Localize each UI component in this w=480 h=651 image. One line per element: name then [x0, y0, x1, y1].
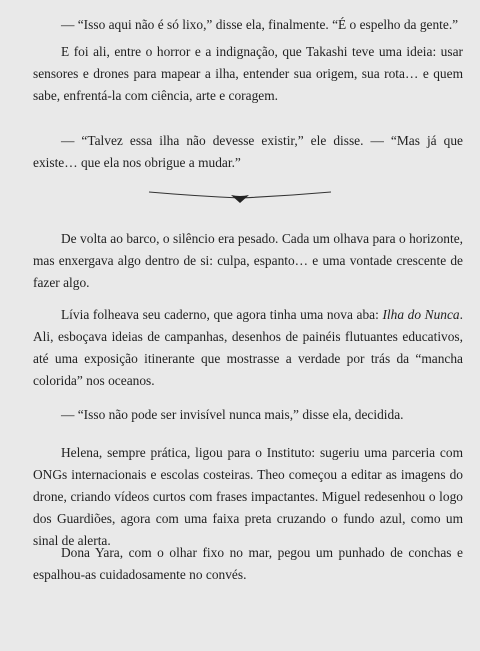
paragraph-1: — “Isso aqui não é só lixo,” disse ela, finalmente. “É o espelho da gente.”	[61, 17, 459, 32]
paragraph-6: — “Isso não pode ser invisível nunca mais,” disse ela, decidida.	[61, 407, 404, 422]
paragraph-4: De volta ao barco, o silêncio era pesado. Cada um olhava para o horizonte, mas enxergava algo dentro de si: culpa, espanto… e uma vontade crescente de fazer algo.	[33, 231, 463, 290]
paragraph-3: — “Talvez essa ilha não devesse existir,” ele disse. — “Mas já que existe… que ela nos obrigue a mudar.”	[33, 133, 463, 170]
paragraph-5-text-start: Lívia folheava seu caderno, que agora tinha uma nova aba:	[61, 307, 383, 322]
paragraph-2: E foi ali, entre o horror e a indignação, que Takashi teve uma ideia: usar sensores e drones para mapear a ilha, entender sua origem, sua rota… e quem sabe, enfrentá-la com ciência, arte e coragem.	[33, 44, 463, 103]
paragraph-7: Helena, sempre prática, ligou para o Instituto: sugeriu uma parceria com ONGs internacionais e escolas costeiras. Theo começou a editar as imagens do drone, criando vídeos curtos com frases impactantes. Miguel redesenhou o logo dos Guardiões, agora com uma faixa preta cruzando o fundo azul, como um sinal de alerta.	[33, 445, 463, 548]
notebook-tab-title: Ilha do Nunca	[382, 307, 460, 322]
paragraph-5-text-end: . Ali, esboçava ideias de campanhas, desenhos de painéis flutuantes educativos, até uma exposição itinerante que mostrasse a verdade por trás da “mancha colorida” nos oceanos.	[33, 307, 463, 388]
paragraph-5	[33, 304, 463, 392]
paragraph-8: Dona Yara, com o olhar fixo no mar, pegou um punhado de conchas e espalhou-as cuidadosamente no convés.	[33, 545, 463, 582]
section-divider-ornament	[145, 184, 335, 206]
